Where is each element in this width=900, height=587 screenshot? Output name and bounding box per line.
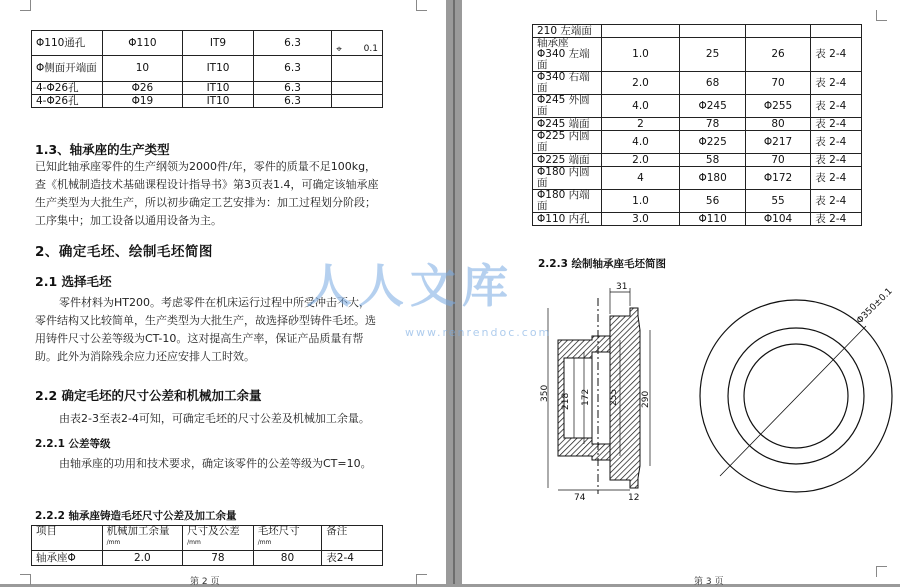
table-cell: 1.0 [601, 190, 680, 213]
table-cell: 3.0 [601, 213, 680, 226]
column-unit: /mm [257, 539, 272, 546]
table-cell: Φ255 [745, 95, 810, 118]
table-header-cell [32, 526, 103, 551]
table-cell: 10 [102, 56, 183, 82]
table-cell: Φ180 [680, 167, 745, 190]
crop-mark [20, 0, 31, 11]
table-cell: Φ110通孔 [32, 31, 103, 56]
crop-mark [20, 574, 31, 585]
table-row [533, 131, 862, 154]
dim-label: 74 [574, 493, 586, 503]
crop-mark [416, 574, 427, 585]
table-cell: 26 [745, 38, 810, 72]
dim-label: 350 [540, 384, 550, 402]
table-cell: 表 2-4 [811, 95, 862, 118]
table-cell: 表 2-4 [811, 190, 862, 213]
table-cell [811, 25, 862, 38]
table-cell: 表 2-4 [811, 72, 862, 95]
table-cell: 6.3 [253, 95, 331, 108]
table-cell [680, 25, 745, 38]
table-cell: Φ225 [680, 131, 745, 154]
table-cell: Φ225 内圆面 [533, 131, 602, 154]
table-cell: 68 [680, 72, 745, 95]
dim-label: 290 [641, 390, 651, 408]
table-cell: 表 2-4 [811, 213, 862, 226]
table-cell: 210 左端面 [533, 25, 602, 38]
table-header-cell [253, 526, 322, 551]
column-unit: /mm [106, 539, 121, 546]
inner-circle [744, 344, 848, 448]
table-cell: Φ110 [680, 213, 745, 226]
table-cell: Φ104 [745, 213, 810, 226]
table-cell: IT10 [183, 95, 254, 108]
table-cell: 4-Φ26孔 [32, 95, 103, 108]
table-cell: 4-Φ26孔 [32, 82, 103, 95]
table-cell: 表 2-4 [811, 131, 862, 154]
table-cell: Φ217 [745, 131, 810, 154]
table-cell: IT10 [183, 82, 254, 95]
table-cell [332, 95, 383, 108]
table-row [32, 31, 383, 56]
table-row [533, 167, 862, 190]
crop-mark [876, 566, 887, 577]
allowance-table [31, 525, 383, 566]
table-row [533, 38, 862, 72]
table-cell: Φ180 内圆面 [533, 167, 602, 190]
table-header-cell [102, 526, 183, 551]
table-row [32, 56, 383, 82]
inner-void [592, 352, 610, 444]
table-cell: Φ340 右端面 [533, 72, 602, 95]
table-cell: IT9 [183, 31, 254, 56]
table-cell [601, 25, 680, 38]
table-cell: Φ245 外圆面 [533, 95, 602, 118]
table-row [32, 95, 383, 108]
table-cell: Φ180 内端面 [533, 190, 602, 213]
column-header: 项目 [36, 525, 57, 537]
table-cell: 表 2-4 [811, 118, 862, 131]
table-cell: Φ26 [102, 82, 183, 95]
table-cell: Φ245 端面 [533, 118, 602, 131]
table-cell: Φ245 [680, 95, 745, 118]
document-page-right [462, 0, 900, 587]
dim-label: 12 [628, 493, 640, 503]
section-heading: 2、确定毛坯、绘制毛坯简图 [35, 244, 213, 260]
section-heading: 2.1 选择毛坯 [35, 274, 112, 289]
column-header: 机械加工余量 [106, 525, 170, 537]
paragraph: 由表2-3至表2-4可知，可确定毛坯的尺寸公差及机械加工余量。 [59, 412, 370, 425]
tolerance-value: 0.1 [363, 44, 378, 54]
table-cell: 6.3 [253, 56, 331, 82]
crop-mark [876, 10, 887, 21]
paragraph: 已知此轴承座零件的生产纲领为2000件/年，零件的质量不足100kg，查《机械制造技术基础课程设计指导书》第3页表1.4，可确定该轴承座生产类型为大批生产，所以初步确定工艺安排为：加工过程划分阶段；工序集中；加工设备以通用设备为主。 [35, 160, 379, 227]
table-row [533, 190, 862, 213]
table-cell: 78 [680, 118, 745, 131]
table-row [533, 154, 862, 167]
table-cell: 4.0 [601, 95, 680, 118]
table-cell: Φ110 [102, 31, 183, 56]
middle-circle [728, 328, 864, 464]
section-heading: 2.2 确定毛坯的尺寸公差和机械加工余量 [35, 388, 262, 403]
column-header: 尺寸及公差 [187, 525, 240, 537]
diameter-label: Φ350±0.1 [855, 286, 895, 327]
table-cell: 轴承座Φ [32, 551, 103, 566]
table-cell: 78 [183, 551, 254, 566]
table-cell [332, 56, 383, 82]
table-header-cell [322, 526, 383, 551]
column-header: 毛坯尺寸 [257, 525, 300, 537]
table-row [32, 82, 383, 95]
table-cell: 2.0 [601, 72, 680, 95]
table-row [533, 118, 862, 131]
table-cell: 2.0 [102, 551, 183, 566]
table-cell [332, 82, 383, 95]
watermark-text: 人人文库 [306, 259, 514, 313]
table-cell: Φ侧面开端面 [32, 56, 103, 82]
blank-drawing [540, 278, 895, 503]
crop-mark [416, 0, 427, 11]
dim-label: 172 [581, 388, 591, 406]
paragraph: 零件材料为HT200。考虑零件在机床运行过程中所受冲击不大，零件结构又比较简单，生产类型为大批生产，故选择砂型铸件毛坯。选用铸件尺寸公差等级为CT-10。这对提高生产率，保证产品质量有帮助。此外为消除残余应力还应安排人工时效。 [35, 296, 376, 363]
allowance-table-continued [532, 24, 862, 226]
table-row [533, 25, 862, 38]
table-cell: 2 [601, 118, 680, 131]
table-cell [745, 25, 810, 38]
dim-label: 31 [616, 282, 628, 292]
table-row [533, 213, 862, 226]
table-cell: 表 2-4 [811, 38, 862, 72]
page-number: 第 3 页 [694, 577, 724, 587]
drawing-title: 2.2.3 绘制轴承座毛坯简图 [538, 258, 667, 270]
table-cell: 表 2-4 [811, 167, 862, 190]
section-heading: 1.3、轴承座的生产类型 [35, 142, 170, 157]
table-row [533, 72, 862, 95]
table-cell: IT10 [183, 56, 254, 82]
front-view [700, 286, 895, 492]
table-header-cell [183, 526, 254, 551]
table-row [32, 551, 383, 566]
table-cell: Φ172 [745, 167, 810, 190]
table-cell-tolerance [332, 31, 383, 56]
table-cell: 58 [680, 154, 745, 167]
position-tolerance-icon: ⌖ [336, 44, 342, 55]
table-cell: Φ225 端面 [533, 154, 602, 167]
table-cell: Φ19 [102, 95, 183, 108]
table-cell: 25 [680, 38, 745, 72]
column-header: 备注 [326, 525, 348, 537]
table-cell: 1.0 [601, 38, 680, 72]
table-cell: 4 [601, 167, 680, 190]
table-cell: 轴承座Φ340 左端面 [533, 38, 602, 72]
table-cell: 2.0 [601, 154, 680, 167]
table-cell: 表 2-4 [811, 154, 862, 167]
table-caption: 2.2.2 轴承座铸造毛坯尺寸公差及加工余量 [35, 510, 237, 522]
table-cell: 4.0 [601, 131, 680, 154]
dim-label: 218 [561, 392, 571, 410]
table-cell: 表2-4 [322, 551, 383, 566]
table-cell: 80 [253, 551, 322, 566]
column-unit: /mm [187, 539, 201, 546]
table-header-row [32, 526, 383, 551]
table-cell: 55 [745, 190, 810, 213]
watermark-url: www.renrendoc.com [405, 326, 552, 339]
dim-label: 255 [609, 388, 619, 406]
tolerance-table [31, 30, 383, 108]
table-row [533, 95, 862, 118]
table-cell: 70 [745, 72, 810, 95]
page-number: 第 2 页 [190, 577, 220, 587]
table-cell: 6.3 [253, 82, 331, 95]
table-cell: 6.3 [253, 31, 331, 56]
diameter-leader [720, 326, 866, 476]
table-cell: 70 [745, 154, 810, 167]
paragraph: 由轴承座的功用和技术要求，确定该零件的公差等级为CT=10。 [59, 457, 372, 470]
table-cell: 80 [745, 118, 810, 131]
table-cell: 56 [680, 190, 745, 213]
table-cell: Φ110 内孔 [533, 213, 602, 226]
section-heading: 2.2.1 公差等级 [35, 438, 111, 450]
